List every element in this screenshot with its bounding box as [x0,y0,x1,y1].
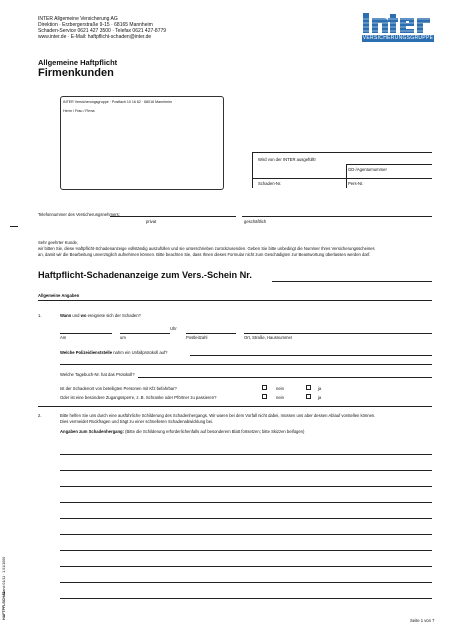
q1-end: ereignete sich der Schaden? [86,313,141,318]
q2-label [60,429,304,434]
claim-no-label: Schaden-Nr. [258,181,282,186]
description-line[interactable] [60,454,432,455]
inter-box-left-border [252,152,253,188]
q2-number: 2. [38,413,42,418]
description-line[interactable] [60,502,432,503]
phone-label: Telefonnummer des Versicherungsnehmers: [38,212,120,217]
claim-no-line[interactable] [252,178,432,179]
q2-text-line2: Dies vermeidet Rückfragen und trägt zu einer schnelleren Schadenabwicklung bei. [60,419,214,424]
zip-label: Postleitzahl [186,335,208,340]
location-field-line[interactable] [244,333,432,334]
police-field-line-2[interactable] [60,364,432,365]
company-web: www.inter.de · E-Mail: haftpflicht-schaden@inter.de [38,34,152,40]
agent-no-line[interactable] [346,164,432,165]
form-code: HAFTPFLSCHA2 [2,591,6,620]
q1-separator [38,406,432,407]
pers-no-label: Pers-Nr. [348,181,364,186]
inter-logo-mark-icon [362,12,434,34]
form-title: Haftpflicht-Schadenanzeige zum Vers.-Schein Nr. [38,270,252,280]
description-line[interactable] [60,582,432,583]
barrier-no-label: nein [276,395,284,400]
logo-tagline: VERSICHERUNGSGRUPPE [362,35,434,41]
inter-box-top-border [252,152,432,153]
vehicle-yes-label: ja [318,386,322,391]
policy-number-line[interactable] [272,281,432,282]
description-line[interactable] [60,598,432,599]
police-rest: nahm ein Unfallprotokoll auf? [112,350,168,355]
q1-where: wo [80,313,87,318]
address-box[interactable] [60,96,224,190]
intro-line1: wir bitten Sie, diese Haftpflicht-Schadenanzeige vollständig auszufüllen und sie unterschrieben zurückzusenden. Geben Sie bitte unbedingt die Nummer Ihres Versicherungsscheines [38,246,375,251]
vehicle-yes-checkbox[interactable] [306,385,311,390]
location-label: Ort, Straße, Hausnummer [244,335,293,340]
section-general-heading: Allgemeine Angaben [38,293,80,298]
uhr-label: Uhr [170,326,177,331]
description-line[interactable] [60,566,432,567]
agent-no-label: GD-/Agenturnummer [348,167,387,172]
barrier-no-checkbox[interactable] [262,394,267,399]
fold-mark [10,226,18,227]
date-label: Am [60,335,67,340]
description-line[interactable] [60,550,432,551]
section-general-rule [38,300,432,301]
form-date: Stand 01/11 · 1.01/1000 [2,556,6,595]
journal-field-line[interactable] [138,377,432,378]
company-address: Direktion · Erzbergerstraße 9-15 · 68165 Mannheim [38,22,153,28]
time-field-line[interactable] [120,333,170,334]
inter-box-divider [346,164,347,188]
date-field-line[interactable] [60,333,112,334]
vehicle-no-checkbox[interactable] [262,385,267,390]
q2-label-rest: (Bitte die Schilderung erforderlichenfalls auf besonderem Blatt fortsetzen; bitte Skizzen beifügen) [123,429,305,434]
description-line[interactable] [60,518,432,519]
barrier-question: Oder ist eine besondere Zugangssperre, z. B. Schranke oder Pförtner zu passieren? [60,395,217,400]
phone-private-line[interactable] [110,216,236,217]
phone-private-label: privat [146,219,157,224]
description-line[interactable] [60,534,432,535]
q1-number: 1. [38,313,42,318]
police-label: Welche Polizeidienststelle [60,350,113,355]
barrier-yes-checkbox[interactable] [306,394,311,399]
inter-logo [362,12,434,42]
heading-sub: Allgemeine Haftpflicht [38,58,118,67]
q1-question [60,313,141,318]
q1-and: und [71,313,81,318]
sender-line: INTER Versicherungsgruppe · Postfach 10 16 62 · 68016 Mannheim [63,100,172,104]
intro-line2: an, damit wir die Bearbeitung unverzüglich aufnehmen können. Bitte beachten Sie, dass Ihnen dieses Formular nicht zum Geschädigten zur Beantwortung überlassen werden darf. [38,252,371,257]
journal-question: Welche Tagebuch-Nr. hat das Protokoll? [60,372,135,377]
police-question [60,350,167,355]
phone-business-label: geschäftlich [244,219,267,224]
q2-label-bold: Angaben zum Schadenhergang: [60,429,124,434]
zip-field-line[interactable] [186,333,236,334]
intro-greeting: Sehr geehrter Kunde, [38,240,79,245]
q1-when: Wann [60,313,72,318]
barrier-yes-label: ja [318,395,322,400]
inter-only-label: Wird von der INTER ausgefüllt! [258,157,316,162]
description-line[interactable] [60,470,432,471]
company-phone: Schaden-Service 0621 427 3500 · Telefax 0621 427-8779 [38,28,167,34]
salutation-label: Herrn / Frau / Firma [63,109,95,113]
description-line[interactable] [60,486,432,487]
time-label: um [120,335,126,340]
police-field-line[interactable] [190,355,432,356]
vehicle-question: Ist der Schadenort von beteiligten Personen mit Kfz befahrbar? [60,386,177,391]
page-number: Seite 1 von 7 [410,618,435,623]
page-title: Firmenkunden [38,67,114,79]
company-name: INTER Allgemeine Versicherung AG [38,16,118,22]
vehicle-no-label: nein [276,386,284,391]
phone-business-line[interactable] [242,216,432,217]
q2-text-line1: Bitte helfen Sie uns durch eine ausführliche Schilderung des Schadenhergangs. Wir waren bei dem Vorfall nicht dabei, müssen uns aber dessen Ablauf vorstellen können. [60,413,376,418]
